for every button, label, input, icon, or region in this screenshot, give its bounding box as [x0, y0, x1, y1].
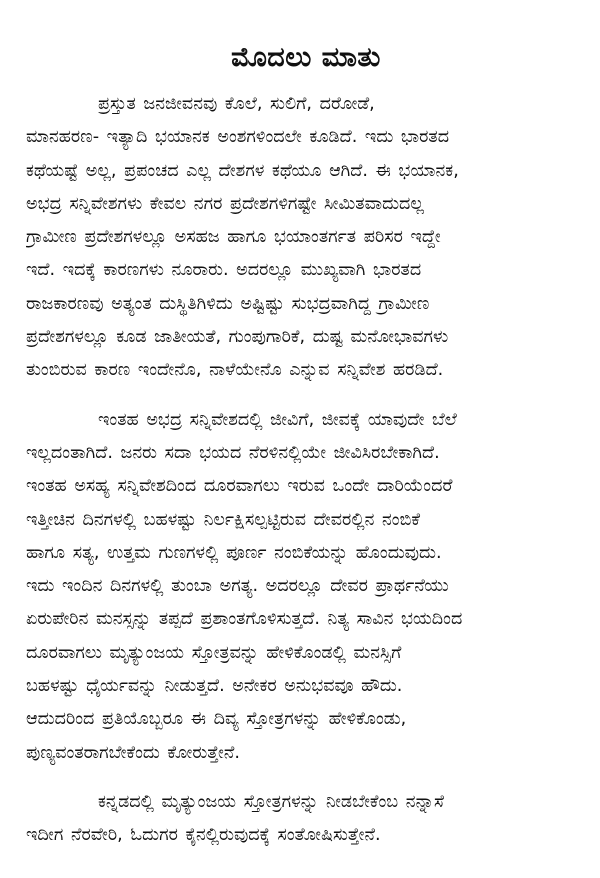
text-line: ಇಂತಹ ಅಭದ್ರ ಸನ್ನಿವೇಶದಲ್ಲಿ ಜೀವಿಗೆ, ಜೀವಕ್ಕೆ ಯಾವುದೇ ಬೆಲೆ [98, 409, 457, 430]
text-line: ಕಥೆಯಷ್ಟೆ ಅಲ್ಲ, ಪ್ರಪಂಚದ ಎಲ್ಲ ದೇಶಗಳ ಕಥೆಯೂ ಆಗಿದೆ. ಈ ಭಯಾನಕ, [26, 160, 459, 181]
text-line: ಇದೆ. ಇದಕ್ಕೆ ಕಾರಣಗಳು ನೂರಾರು. ಅದರಲ್ಲೂ ಮುಖ್ಯವಾಗಿ ಭಾರತದ [26, 260, 422, 281]
text-line: ದೂರವಾಗಲು ಮೃತ್ಯುಂಜಯ ಸ್ತೋತ್ರವನ್ನು ಹೇಳಿಕೊಂಡಲ್ಲಿ ಮನಸ್ಸಿಗೆ [26, 642, 402, 663]
text-line: ಇತ್ತೀಚಿನ ದಿನಗಳಲ್ಲಿ ಬಹಳಷ್ಟು ನಿರ್ಲಕ್ಷಿಸಲ್ಪಟ್ಟಿರುವ ದೇವರಲ್ಲಿನ ನಂಬಿಕೆ [26, 509, 421, 530]
text-line: ರಾಜಕಾರಣವು ಅತ್ಯಂತ ದುಸ್ಥಿತಿಗಿಳಿದು ಅಷ್ಟಿಷ್ಟು ಸುಭದ್ರವಾಗಿದ್ದ ಗ್ರಾಮೀಣ [26, 293, 430, 314]
text-line: ಇಂತಹ ಅಸಹ್ಯ ಸನ್ನಿವೇಶದಿಂದ ದೂರವಾಗಲು ಇರುವ ಒಂದೇ ದಾರಿಯೆಂದರೆ [26, 476, 453, 497]
text-line: ಹಾಗೂ ಸತ್ಯ, ಉತ್ತಮ ಗುಣಗಳಲ್ಲಿ ಪೂರ್ಣ ನಂಬಿಕೆಯನ್ನು ಹೊಂದುವುದು. [26, 542, 442, 563]
text-line: ಬಹಳಷ್ಟು ಧೈರ್ಯವನ್ನು ನೀಡುತ್ತದೆ. ಅನೇಕರ ಅನುಭವವೂ ಹೌದು. [26, 676, 403, 697]
text-line: ಮಾನಹರಣ- ಇತ್ಯಾದಿ ಭಯಾನಕ ಅಂಶಗಳಿಂದಲೇ ಕೂಡಿದೆ. ಇದು ಭಾರತದ [26, 127, 450, 148]
text-line: ತುಂಬಿರುವ ಕಾರಣ ಇಂದೇನೊ, ನಾಳೆಯೇನೊ ಎನ್ನುವ ಸನ್ನಿವೇಶ ಹರಡಿದೆ. [26, 360, 444, 381]
text-line: ಕನ್ನಡದಲ್ಲಿ ಮೃತ್ಯುಂಜಯ ಸ್ತೋತ್ರಗಳನ್ನು ನೀಡಬೇಕೆಂಬ ನನ್ನಾಸೆ [98, 791, 445, 812]
text-line: ಅಭದ್ರ ಸನ್ನಿವೇಶಗಳು ಕೇವಲ ನಗರ ಪ್ರದೇಶಗಳಿಗಷ್ಟೇ ಸೀಮಿತವಾದುದಲ್ಲ [26, 193, 424, 214]
text-line: ಇದೀಗ ನೆರವೇರಿ, ಓದುಗರ ಕೈನಲ್ಲಿರುವುದಕ್ಕೆ ಸಂತೋಷಿಸುತ್ತೇನೆ. [26, 825, 381, 846]
text-line: ಗ್ರಾಮೀಣ ಪ್ರದೇಶಗಳಲ್ಲೂ ಅಸಹಜ ಹಾಗೂ ಭಯಾಂತರ್ಗತ ಪರಿಸರ ಇದ್ದೇ [26, 227, 441, 248]
text-line: ಆದುದರಿಂದ ಪ್ರತಿಯೊಬ್ಬರೂ ಈ ದಿವ್ಯ ಸ್ತೋತ್ರಗಳನ್ನು ಹೇಳಿಕೊಂಡು, [26, 709, 407, 730]
text-line: ಪ್ರಸ್ತುತ ಜನಜೀವನವು ಕೊಲೆ, ಸುಲಿಗೆ, ದರೋಡೆ, [98, 94, 375, 114]
page-title: ಮೊದಲು ಮಾತು [231, 42, 381, 73]
text-line: ಪುಣ್ಯವಂತರಾಗಬೇಕೆಂದು ಕೋರುತ್ತೇನೆ. [26, 742, 240, 763]
paragraph-2 [26, 404, 586, 770]
paragraph-1 [26, 88, 586, 388]
text-line: ಇದು ಇಂದಿನ ದಿನಗಳಲ್ಲಿ ತುಂಬಾ ಅಗತ್ಯ. ಅದರಲ್ಲೂ ದೇವರ ಪ್ರಾರ್ಥನೆಯು [26, 576, 449, 597]
text-line: ಇಲ್ಲದಂತಾಗಿದೆ. ಜನರು ಸದಾ ಭಯದ ನೆರಳಿನಲ್ಲಿಯೇ ಜೀವಿಸಿರಬೇಕಾಗಿದೆ. [26, 442, 440, 463]
text-line: ಏರುಪೇರಿನ ಮನಸ್ಸನ್ನು ತಪ್ಪದೆ ಪ್ರಶಾಂತಗೊಳಿಸುತ್ತದೆ. ನಿತ್ಯ ಸಾವಿನ ಭಯದಿಂದ [26, 609, 463, 630]
paragraph-3 [26, 786, 586, 853]
text-line: ಪ್ರದೇಶಗಳಲ್ಲೂ ಕೂಡ ಜಾತೀಯತೆ, ಗುಂಪುಗಾರಿಕೆ, ದುಷ್ಟ ಮನೋಭಾವಗಳು [26, 327, 449, 348]
